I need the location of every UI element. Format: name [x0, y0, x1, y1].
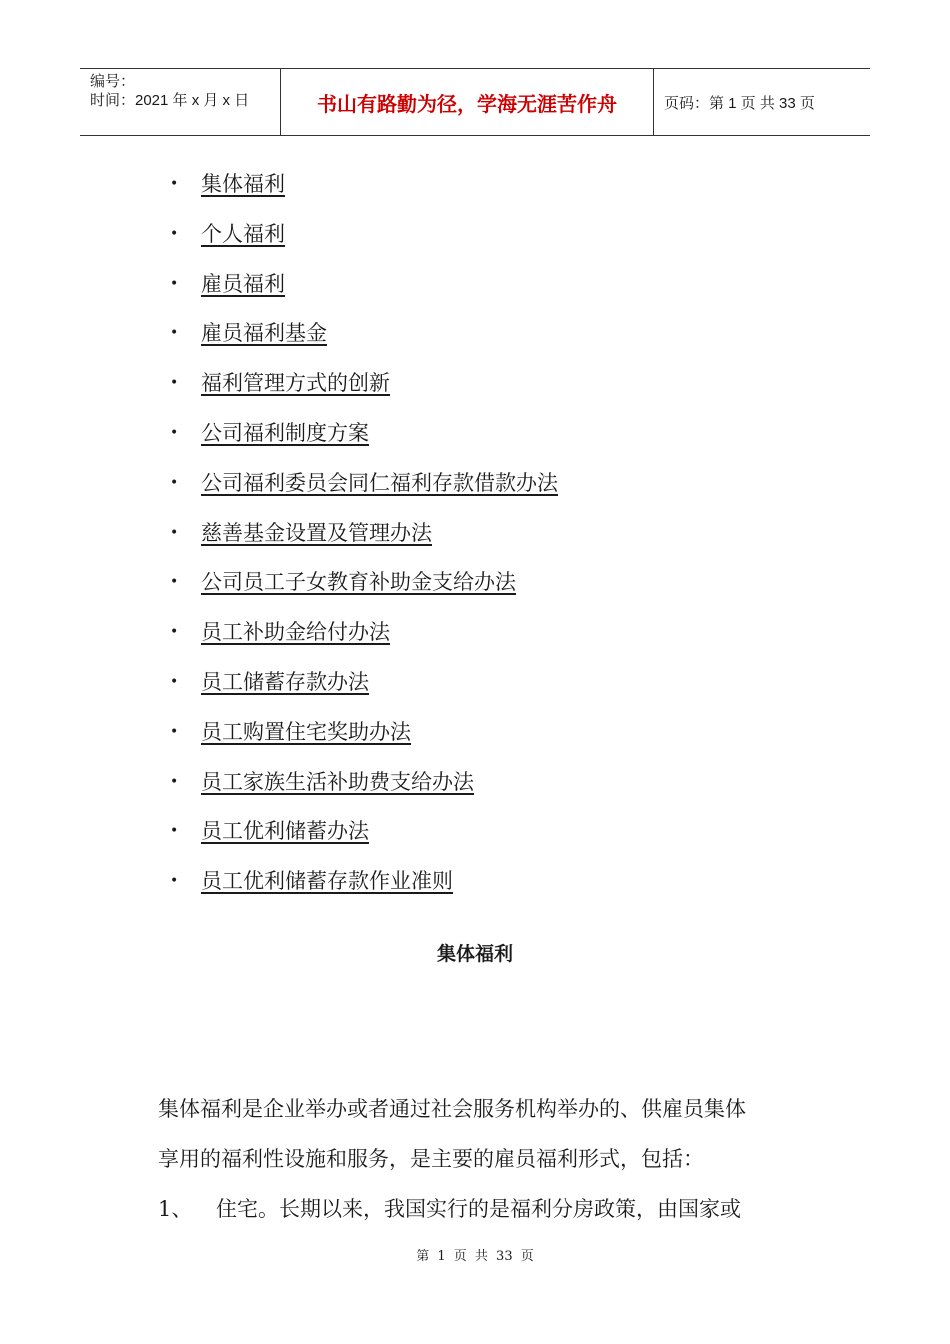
toc-link[interactable]: 员工优利储蓄存款作业准则 — [201, 869, 453, 894]
toc-link[interactable]: 员工家族生活补助费支给办法 — [201, 769, 474, 794]
table-of-contents — [170, 166, 558, 913]
item-text: 住宅。长期以来，我国实行的是福利分房政策，由国家或 — [216, 1197, 741, 1221]
toc-link[interactable]: 集体福利 — [201, 172, 285, 196]
bullet-icon: • — [170, 624, 179, 641]
bullet-icon: • — [170, 325, 179, 342]
toc-link[interactable]: 公司福利制度方案 — [201, 420, 369, 445]
bullet-icon: • — [170, 225, 179, 242]
toc-item — [170, 266, 558, 316]
document-date: 时间：2021 年 x 月 x 日 — [90, 92, 250, 109]
bullet-icon: • — [170, 873, 179, 890]
bullet-icon: • — [170, 823, 179, 840]
page-header — [80, 68, 870, 136]
item-number: 1、 — [158, 1197, 193, 1221]
toc-link[interactable]: 员工优利储蓄办法 — [201, 819, 369, 844]
header-motto: 书山有路勤为径，学海无涯苦作舟 — [281, 69, 654, 135]
bullet-icon: • — [170, 723, 179, 740]
bullet-icon: • — [170, 524, 179, 541]
numbered-item — [158, 1184, 808, 1234]
bullet-icon: • — [170, 773, 179, 790]
toc-link[interactable]: 雇员福利 — [201, 271, 285, 296]
page-footer: 第 1 页 共 33 页 — [416, 1249, 534, 1264]
toc-item — [170, 365, 558, 415]
toc-link[interactable]: 慈善基金设置及管理办法 — [201, 520, 432, 545]
bullet-icon: • — [170, 424, 179, 441]
toc-item — [170, 465, 558, 515]
toc-link[interactable]: 福利管理方式的创新 — [201, 371, 390, 396]
bullet-icon: • — [170, 574, 179, 591]
toc-item — [170, 614, 558, 664]
toc-link[interactable]: 公司员工子女教育补助金支给办法 — [201, 570, 516, 595]
toc-link[interactable]: 公司福利委员会同仁福利存款借款办法 — [201, 470, 558, 495]
toc-item — [170, 764, 558, 814]
toc-item — [170, 863, 558, 913]
header-meta — [80, 69, 281, 135]
toc-link[interactable]: 员工购置住宅奖助办法 — [201, 719, 411, 744]
toc-item — [170, 564, 558, 614]
toc-item — [170, 664, 558, 714]
toc-item — [170, 315, 558, 365]
bullet-icon: • — [170, 673, 179, 690]
body-text — [158, 1084, 808, 1234]
toc-item — [170, 714, 558, 764]
toc-item — [170, 813, 558, 863]
toc-item — [170, 515, 558, 565]
toc-item — [170, 216, 558, 266]
bullet-icon: • — [170, 474, 179, 491]
toc-link[interactable]: 个人福利 — [201, 221, 285, 246]
document-number-label: 编号： — [90, 73, 136, 90]
toc-item — [170, 166, 558, 216]
toc-link[interactable]: 雇员福利基金 — [201, 321, 327, 346]
section-title: 集体福利 — [436, 943, 513, 965]
bullet-icon: • — [170, 375, 179, 392]
paragraph-line: 集体福利是企业举办或者通过社会服务机构举办的、供雇员集体 — [158, 1097, 746, 1121]
toc-link[interactable]: 员工储蓄存款办法 — [201, 669, 369, 694]
toc-link[interactable]: 员工补助金给付办法 — [201, 620, 390, 645]
bullet-icon: • — [170, 176, 179, 192]
header-page-info: 页码：第 1 页 共 33 页 — [664, 94, 815, 112]
bullet-icon: • — [170, 275, 179, 292]
toc-item — [170, 415, 558, 465]
paragraph-line: 享用的福利性设施和服务，是主要的雇员福利形式，包括： — [158, 1147, 704, 1171]
